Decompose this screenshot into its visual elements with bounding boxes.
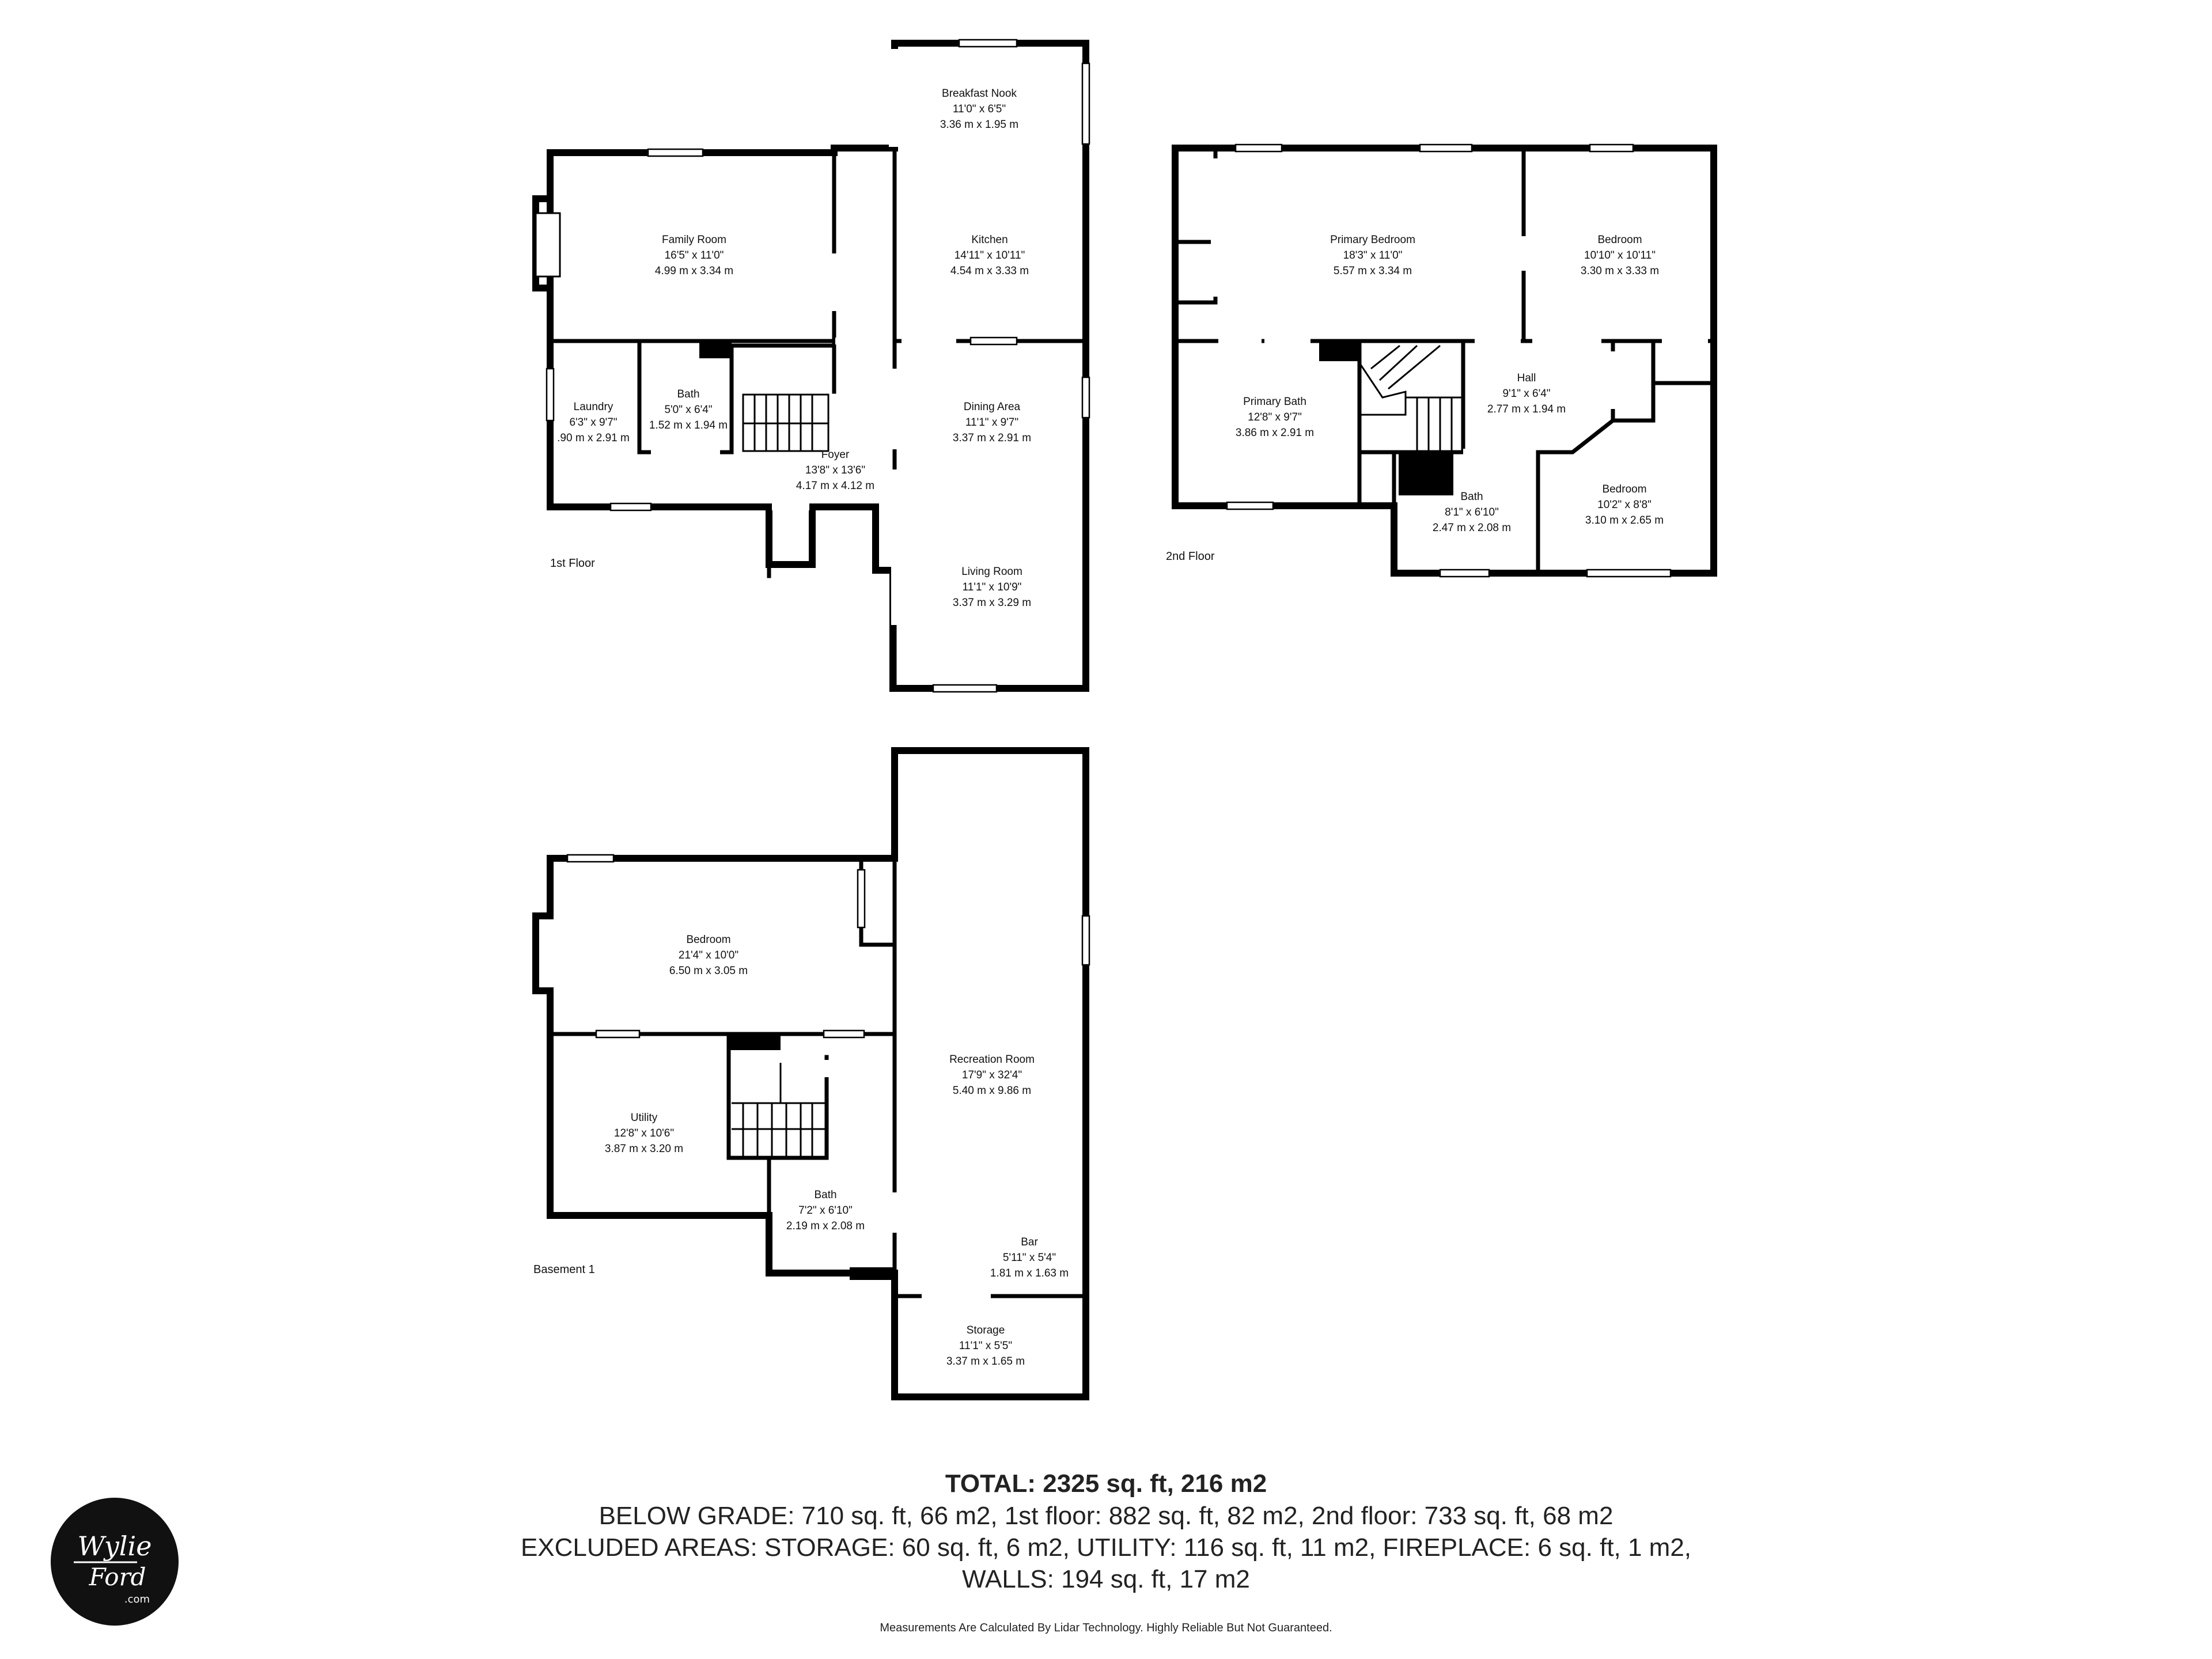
room-imperial: 11'1" x 9'7" bbox=[965, 416, 1019, 429]
room-metric: 3.37 m x 3.29 m bbox=[952, 597, 1032, 609]
room-metric: 5.40 m x 9.86 m bbox=[952, 1085, 1032, 1097]
room-label bbox=[990, 1236, 1069, 1279]
room-imperial: 10'2" x 8'8" bbox=[1597, 499, 1652, 511]
room-labels bbox=[557, 88, 1664, 1368]
room-metric: .90 m x 2.91 m bbox=[557, 432, 630, 444]
total-area: TOTAL: 2325 sq. ft, 216 m2 bbox=[945, 1469, 1267, 1498]
first-floor-plan bbox=[536, 40, 1089, 692]
logo-text-suffix: .com bbox=[124, 1593, 150, 1605]
room-metric: 3.36 m x 1.95 m bbox=[940, 119, 1019, 131]
room-metric: 2.47 m x 2.08 m bbox=[1432, 522, 1512, 534]
room-imperial: 7'2" x 6'10" bbox=[798, 1205, 853, 1217]
room-label bbox=[1330, 234, 1415, 277]
room-name: Utility bbox=[630, 1112, 658, 1124]
room-imperial: 17'9" x 32'4" bbox=[961, 1069, 1022, 1081]
room-label bbox=[953, 566, 1031, 609]
room-metric: 3.37 m x 2.91 m bbox=[952, 432, 1032, 444]
room-label bbox=[950, 234, 1029, 277]
room-label bbox=[557, 401, 630, 444]
floor-label-basement: Basement 1 bbox=[533, 1263, 595, 1276]
room-imperial: 11'0" x 6'5" bbox=[952, 103, 1006, 115]
room-name: Bar bbox=[1021, 1236, 1038, 1248]
room-metric: 3.86 m x 2.91 m bbox=[1235, 427, 1315, 439]
area-breakdown: BELOW GRADE: 710 sq. ft, 66 m2, 1st floor: 882 sq. ft, 82 m2, 2nd floor: 733 sq. ft, 68 m2 bbox=[599, 1502, 1613, 1530]
room-label bbox=[1585, 483, 1664, 527]
room-metric: 4.99 m x 3.34 m bbox=[654, 265, 734, 277]
second-floor-chimney bbox=[1319, 341, 1359, 361]
walls-area: WALLS: 194 sq. ft, 17 m2 bbox=[962, 1565, 1250, 1593]
room-label bbox=[1433, 491, 1511, 534]
first-floor-windows bbox=[547, 40, 1089, 692]
room-label bbox=[1487, 372, 1566, 415]
room-name: Laundry bbox=[573, 401, 613, 413]
room-metric: 3.87 m x 3.20 m bbox=[604, 1143, 684, 1155]
room-label bbox=[953, 401, 1031, 444]
second-floor-stairs bbox=[1359, 346, 1463, 452]
room-label bbox=[605, 1112, 683, 1155]
room-label bbox=[655, 234, 733, 277]
room-imperial: 16'5" x 11'0" bbox=[664, 249, 724, 262]
room-imperial: 13'8" x 13'6" bbox=[805, 464, 866, 476]
basement-windows bbox=[567, 855, 1089, 1037]
room-name: Recreation Room bbox=[949, 1054, 1035, 1066]
room-name: Bath bbox=[814, 1189, 837, 1201]
room-metric: 2.77 m x 1.94 m bbox=[1487, 403, 1566, 415]
excluded-areas: EXCLUDED AREAS: STORAGE: 60 sq. ft, 6 m2, UTILITY: 116 sq. ft, 11 m2, FIREPLACE: 6 sq. ft, 1 m2, bbox=[520, 1533, 1692, 1562]
room-name: Foyer bbox=[821, 449, 850, 461]
room-label bbox=[649, 388, 728, 431]
room-name: Bedroom bbox=[1602, 483, 1647, 495]
basement-block bbox=[850, 1267, 895, 1280]
room-label bbox=[796, 449, 874, 492]
basement-chimney bbox=[729, 1034, 781, 1050]
room-imperial: 5'0" x 6'4" bbox=[664, 404, 713, 416]
room-imperial: 12'8" x 10'6" bbox=[613, 1127, 675, 1139]
room-name: Hall bbox=[1517, 372, 1536, 384]
room-metric: 1.52 m x 1.94 m bbox=[649, 419, 728, 431]
room-imperial: 14'11" x 10'11" bbox=[954, 249, 1025, 262]
room-name: Bath bbox=[677, 388, 700, 400]
floor-label-1st: 1st Floor bbox=[550, 557, 595, 570]
area-summary bbox=[0, 1468, 2212, 1595]
room-name: Family Room bbox=[662, 234, 726, 246]
room-name: Dining Area bbox=[963, 401, 1021, 413]
fireplace bbox=[536, 213, 560, 276]
room-label bbox=[1581, 234, 1659, 277]
room-imperial: 10'10" x 10'11" bbox=[1584, 249, 1656, 262]
room-label bbox=[949, 1054, 1035, 1097]
room-label bbox=[786, 1189, 865, 1232]
room-metric: 6.50 m x 3.05 m bbox=[669, 965, 748, 977]
room-name: Storage bbox=[966, 1324, 1005, 1336]
room-name: Bedroom bbox=[1597, 234, 1642, 246]
room-name: Bedroom bbox=[686, 934, 731, 946]
room-metric: 4.54 m x 3.33 m bbox=[950, 265, 1029, 277]
room-metric: 4.17 m x 4.12 m bbox=[796, 480, 875, 492]
first-floor-stairs bbox=[743, 395, 828, 451]
floor-label-2nd: 2nd Floor bbox=[1166, 550, 1215, 563]
first-floor-doors bbox=[636, 49, 956, 625]
room-metric: 3.30 m x 3.33 m bbox=[1580, 265, 1660, 277]
room-metric: 3.37 m x 1.65 m bbox=[946, 1355, 1025, 1368]
room-imperial: 21'4" x 10'0" bbox=[678, 949, 739, 961]
room-name: Living Room bbox=[961, 566, 1022, 578]
room-imperial: 9'1" x 6'4" bbox=[1502, 388, 1551, 400]
room-metric: 1.81 m x 1.63 m bbox=[990, 1267, 1069, 1279]
chimney-block bbox=[699, 341, 732, 358]
basement-stairs bbox=[732, 1063, 827, 1158]
logo-text-bottom: Ford bbox=[89, 1563, 146, 1591]
room-imperial: 11'1" x 10'9" bbox=[962, 581, 1022, 593]
room-label bbox=[1236, 396, 1314, 439]
room-imperial: 6'3" x 9'7" bbox=[569, 416, 618, 429]
room-metric: 2.19 m x 2.08 m bbox=[786, 1220, 865, 1232]
room-name: Primary Bath bbox=[1243, 396, 1306, 408]
room-name: Kitchen bbox=[971, 234, 1008, 246]
room-name: Bath bbox=[1460, 491, 1483, 503]
logo-text-top: Wylie bbox=[77, 1531, 152, 1562]
room-imperial: 18'3" x 11'0" bbox=[1343, 249, 1403, 262]
room-label bbox=[940, 88, 1018, 131]
room-imperial: 8'1" x 6'10" bbox=[1445, 506, 1499, 518]
room-name: Primary Bedroom bbox=[1330, 234, 1415, 246]
measurement-disclaimer: Measurements Are Calculated By Lidar Technology. Highly Reliable But Not Guaranteed. bbox=[880, 1622, 1332, 1634]
room-metric: 5.57 m x 3.34 m bbox=[1333, 265, 1412, 277]
room-label bbox=[669, 934, 748, 977]
second-floor-chimney-lower bbox=[1399, 452, 1453, 495]
wylie-ford-logo bbox=[51, 1498, 179, 1626]
room-metric: 3.10 m x 2.65 m bbox=[1585, 514, 1664, 527]
room-imperial: 11'1" x 5'5" bbox=[959, 1340, 1013, 1352]
room-label bbox=[946, 1324, 1025, 1368]
room-name: Breakfast Nook bbox=[942, 88, 1017, 100]
room-imperial: 5'11" x 5'4" bbox=[1002, 1252, 1056, 1264]
room-imperial: 12'8" x 9'7" bbox=[1248, 411, 1302, 423]
